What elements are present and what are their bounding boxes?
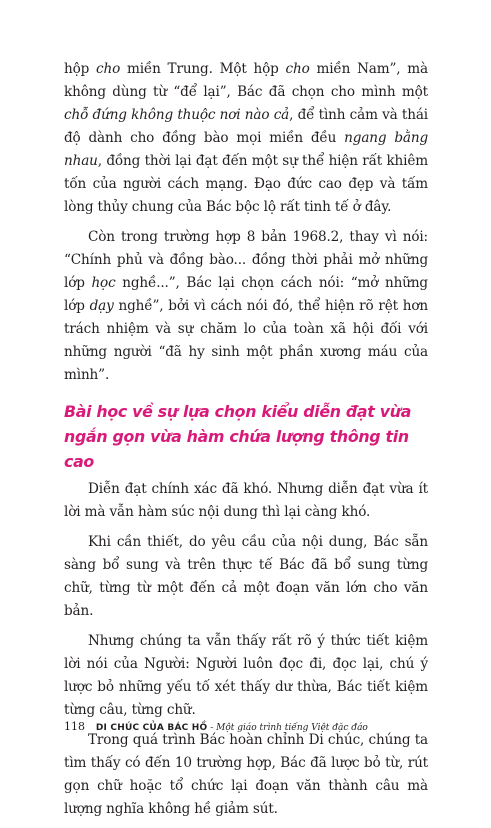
- book-title: DI CHÚC CỦA BÁC HỒ: [95, 723, 208, 733]
- text-segment: chỗ đứng không thuộc nơi nào cả: [64, 107, 290, 123]
- text-segment: ngang bằng nhau: [64, 130, 428, 169]
- text-segment: Còn trong trường hợp 8 bản 1968.2, thay vì nói: “Chính phủ và đồng bào... đồng thời phải mở những lớp: [64, 229, 428, 291]
- text-segment: miền Trung. Một hộp: [120, 61, 286, 77]
- text-segment: học: [91, 275, 116, 291]
- text-segment: cho: [285, 61, 310, 77]
- book-subtitle: - Một giáo trình tiếng Việt đặc đáo: [210, 723, 368, 733]
- text-segment: , đồng thời lại đạt đến một sự thể hiện rất khiêm tốn của người cách mạng. Đạo đức cao đẹp và tấm lòng thủy chung của Bác bộc lộ rất tinh tế ở đây.: [64, 153, 428, 215]
- paragraph-4: Khi cần thiết, do yêu cầu của nội dung, Bác sẵn sàng bổ sung và trên thực tế Bác đã bổ sung từng chữ, từng từ một đến cả một đoạn văn lớn cho văn bản.: [64, 534, 428, 619]
- paragraph-6: Trong quá trình Bác hoàn chỉnh Di chúc, chúng ta tìm thấy có đến 10 trường hợp, Bác đã lược bỏ từ, rút gọn chữ hoặc tổ chức lại đoạn văn thành câu mà lượng nghĩa không hề giảm sút.: [64, 732, 428, 817]
- paragraph-1: [64, 58, 428, 219]
- page-number: 118: [64, 720, 85, 733]
- paragraph-5: Nhưng chúng ta vẫn thấy rất rõ ý thức tiết kiệm lời nói của Người: Người luôn đọc đi, đọc lại, chú ý lược bỏ những yếu tố xét thấy dư thừa, Bác tiết kiệm từng câu, từng chữ.: [64, 633, 428, 718]
- paragraph-3: Diễn đạt chính xác đã khó. Nhưng diễn đạt vừa ít lời mà vẫn hàm súc nội dung thì lại càng khó.: [64, 481, 428, 520]
- text-segment: dạy: [89, 298, 114, 314]
- paragraph-2: [64, 226, 428, 387]
- section-heading: Bài học về sự lựa chọn kiểu diễn đạt vừa ngắn gọn vừa hàm chứa lượng thông tin cao: [64, 402, 412, 471]
- text-segment: hộp: [64, 61, 97, 77]
- page-content: [64, 58, 428, 828]
- text-segment: nghề”, bởi vì cách nói đó, thể hiện rõ rệt hơn trách nhiệm và sự chăm lo của toàn xã hội đối với những người “đã hy sinh một phần xương máu của mình”.: [64, 298, 428, 383]
- text-segment: nghề...”, Bác lại chọn cách nói: “mở những lớp: [64, 275, 428, 314]
- text-segment: , để tình cảm và thái độ dành cho đồng bào mọi miền đều: [64, 107, 429, 146]
- text-segment: cho: [96, 61, 121, 77]
- text-segment: miền Nam”, mà không dùng từ “để lại”, Bác đã chọn cho mình một: [64, 61, 428, 100]
- page-footer: [64, 720, 368, 733]
